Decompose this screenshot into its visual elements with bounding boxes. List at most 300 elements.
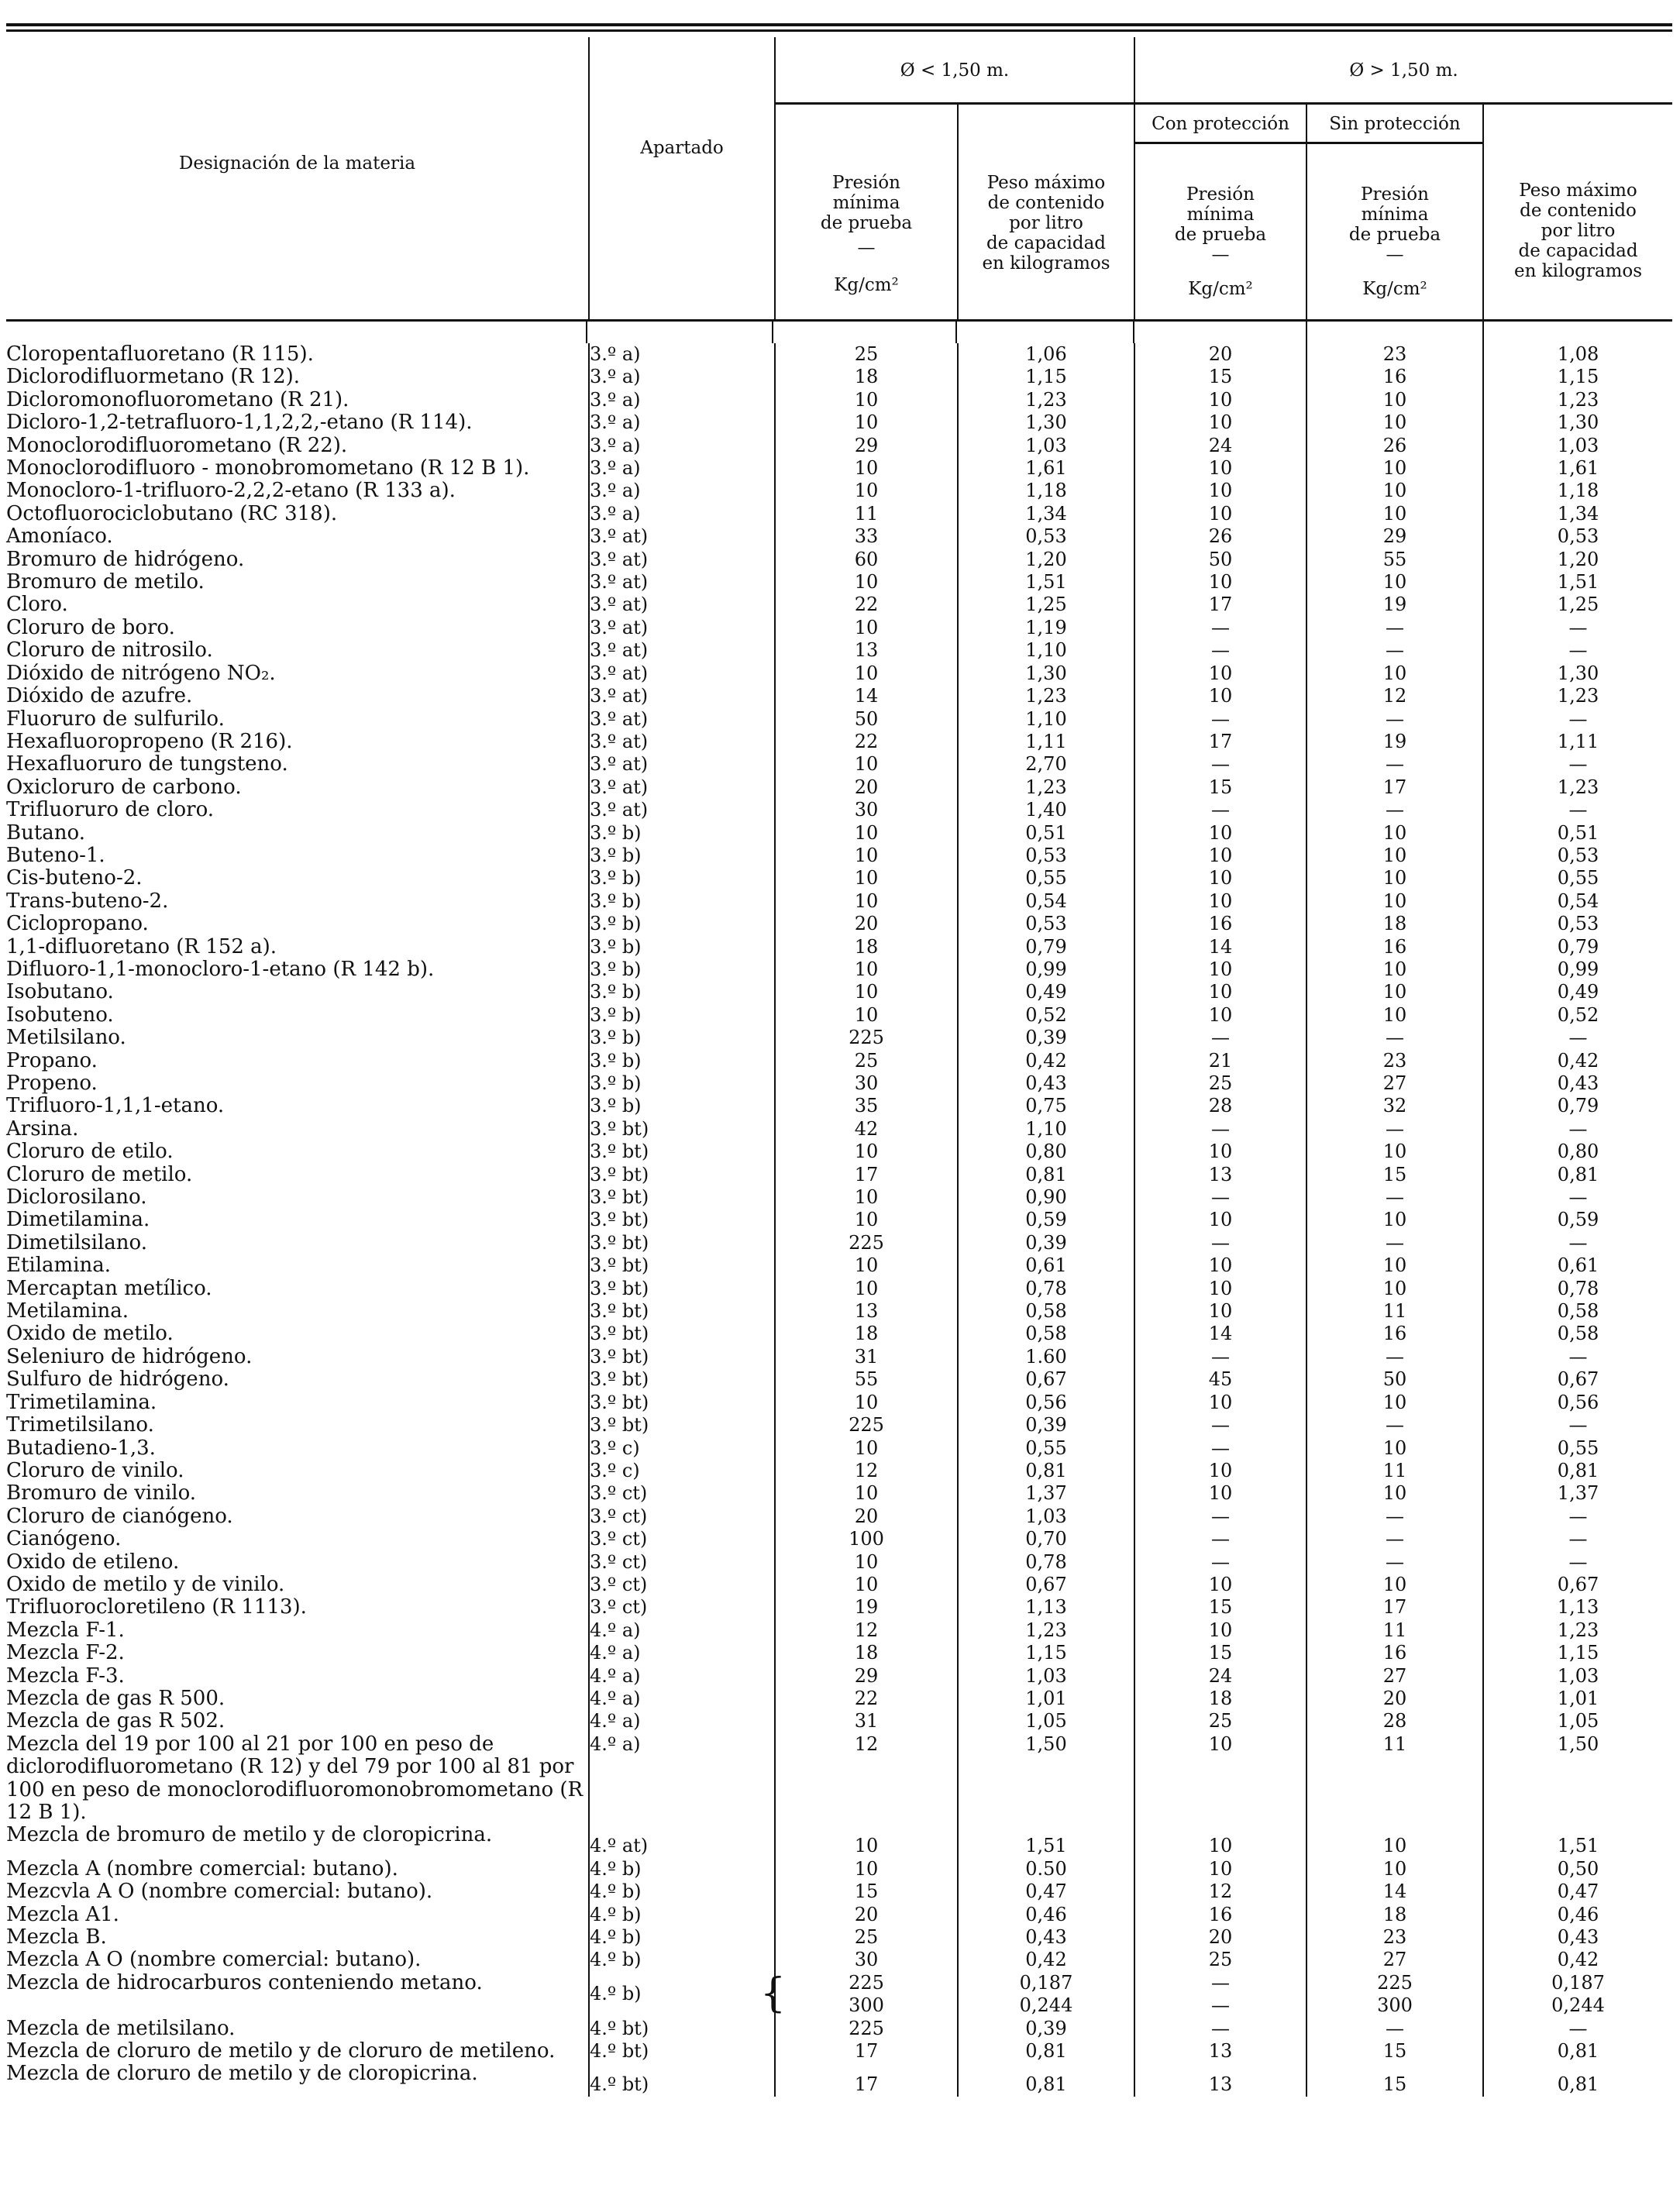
cell-p1 [775, 822, 958, 845]
cell-pc [1134, 435, 1306, 457]
table-row [6, 1528, 1672, 1550]
cell-w2 [1483, 549, 1672, 571]
cell-apartado [589, 1824, 775, 1857]
cell-name-text: Butadieno-1,3. [6, 1436, 156, 1460]
cell-name [6, 1710, 589, 1732]
cell-w2-text: 0,42 [1557, 1049, 1599, 1072]
cell-w1-text: 0,43 [1025, 1072, 1067, 1094]
cell-w1-text: 0,39 [1025, 1231, 1067, 1254]
cell-p1 [775, 1528, 958, 1550]
header-apartado-text: Apartado [640, 138, 724, 158]
cell-pc [1134, 753, 1306, 776]
cell-p1-text: 18 [854, 366, 879, 388]
cell-apartado [589, 822, 775, 845]
cell-pc-text: — [1211, 707, 1230, 730]
cell-ps-text: 10 [1382, 502, 1407, 525]
cell-w1 [958, 1528, 1134, 1550]
cell-pc [1134, 594, 1306, 616]
cell-ps-text: 10 [1382, 1209, 1407, 1231]
cell-w2 [1483, 913, 1672, 935]
cell-name-text: Amoníaco. [6, 525, 113, 549]
cell-ps-text: 32 [1382, 1095, 1407, 1117]
cell-pc [1134, 890, 1306, 913]
cell-apartado-text: 4.º b) [590, 1857, 642, 1880]
cell-w1-text: 0,61 [1025, 1254, 1067, 1277]
cell-name [6, 731, 589, 753]
cell-name [6, 708, 589, 731]
table-row [6, 958, 1672, 981]
table-row [6, 1574, 1672, 1596]
cell-pc-text: 10 [1208, 457, 1233, 480]
cell-pc [1134, 1141, 1306, 1163]
cell-w1 [958, 1186, 1134, 1209]
cell-p1 [775, 1346, 958, 1368]
cell-name-text: Buteno-1. [6, 843, 105, 867]
table-row [6, 1118, 1672, 1141]
cell-w1-text: 0,46 [1025, 1903, 1067, 1925]
cell-w1 [958, 1004, 1134, 1027]
cell-name-text: Diclorosilano. [6, 1185, 147, 1209]
cell-apartado [589, 1346, 775, 1368]
cell-w2-text: 1,61 [1557, 457, 1599, 480]
cell-ps-text: 10 [1382, 480, 1407, 502]
cell-p1-text: 22 [854, 1687, 879, 1709]
cell-pc [1134, 1596, 1306, 1619]
cell-w2 [1483, 2040, 1672, 2063]
cell-apartado-text: 3.º bt) [590, 1163, 649, 1185]
cell-name [6, 435, 589, 457]
cell-p1 [775, 1665, 958, 1688]
cell-name-text: Trans-buteno-2. [6, 889, 169, 913]
cell-w1-text: 2,70 [1025, 753, 1067, 776]
cell-pc [1134, 1278, 1306, 1300]
cell-ps [1306, 708, 1483, 731]
table-row [6, 1004, 1672, 1027]
cell-ps-text: 225 300 [1377, 1971, 1413, 2017]
cell-p1-text: 19 [854, 1596, 879, 1619]
cell-pc-text: 10 [1208, 411, 1233, 434]
cell-apartado-text: 3.º bt) [590, 1414, 649, 1437]
cell-pc-text: 10 [1208, 1300, 1233, 1323]
cell-apartado [589, 731, 775, 753]
header-presion-lt-text: Presión mínima de prueba [820, 173, 913, 233]
cell-w2 [1483, 731, 1672, 753]
cell-w1 [958, 890, 1134, 913]
cell-name-text: Dicloro-1,2-tetrafluoro-1,1,2,2,-etano (R 114). [6, 411, 473, 435]
cell-pc [1134, 708, 1306, 731]
cell-p1 [775, 1209, 958, 1231]
cell-pc-text: 16 [1208, 1903, 1233, 1925]
cell-apartado-text: 3.º bt) [590, 1117, 649, 1140]
cell-pc [1134, 1437, 1306, 1460]
cell-w2 [1483, 981, 1672, 1003]
cell-name-text: Oxicloruro de carbono. [6, 775, 242, 799]
cell-pc-text: 10 [1208, 1857, 1233, 1880]
cell-apartado-text: 3.º ct) [590, 1573, 648, 1595]
cell-p1-text: 14 [854, 685, 879, 707]
cell-ps-text: 15 [1382, 2073, 1407, 2096]
cell-pc [1134, 1027, 1306, 1049]
cell-w2-text: 0,79 [1557, 1095, 1599, 1117]
cell-name [6, 1733, 589, 1825]
cell-pc [1134, 776, 1306, 799]
cell-name-text: Cloruro de etilo. [6, 1140, 174, 1164]
cell-ps [1306, 343, 1483, 366]
cell-apartado-text: 3.º a) [590, 480, 641, 502]
cell-ps [1306, 731, 1483, 753]
cell-w1-text: 1,10 [1025, 707, 1067, 730]
cell-w1-text: 0,78 [1025, 1277, 1067, 1299]
cell-name [6, 1460, 589, 1482]
cell-name-text: Trifluoruro de cloro. [6, 798, 215, 822]
cell-w1 [958, 1437, 1134, 1460]
cell-w1 [958, 2063, 1134, 2096]
cell-apartado-text: 3.º a) [590, 366, 641, 388]
cell-w2 [1483, 1254, 1672, 1277]
cell-pc [1134, 1323, 1306, 1345]
top-rule-2 [6, 29, 1672, 32]
cell-name-text: Monocloro-1-trifluoro-2,2,2-etano (R 133 a). [6, 479, 456, 503]
cell-apartado [589, 1209, 775, 1231]
cell-pc-text: 50 [1208, 548, 1233, 570]
cell-ps [1306, 799, 1483, 821]
header-presion-sin-text: Presión mínima de prueba [1348, 184, 1441, 245]
cell-apartado-text: 3.º b) [590, 1072, 642, 1094]
cell-w1-text: 1,01 [1025, 1687, 1067, 1709]
cell-name-text: Bromuro de vinilo. [6, 1481, 197, 1505]
cell-w1 [958, 913, 1134, 935]
cell-w1-text: 0,55 [1025, 867, 1067, 889]
cell-w1 [958, 525, 1134, 548]
cell-pc [1134, 617, 1306, 639]
cell-w2 [1483, 1392, 1672, 1414]
cell-ps [1306, 1574, 1483, 1596]
cell-apartado-text: 4.º at) [590, 1835, 649, 1857]
cell-apartado-text: 4.º a) [590, 1664, 641, 1687]
cell-name [6, 1551, 589, 1574]
cell-name-text: 1,1-difluoretano (R 152 a). [6, 934, 277, 958]
cell-w2 [1483, 1688, 1672, 1710]
cell-w2 [1483, 1642, 1672, 1664]
cell-w2-text: — [1568, 707, 1588, 730]
cell-name-text: Hexafluoropropeno (R 216). [6, 729, 293, 753]
cell-pc-text: 10 [1208, 844, 1233, 866]
cell-pc [1134, 685, 1306, 707]
cell-name-text: Cloropentafluoretano (R 115). [6, 342, 314, 366]
cell-w2-text: 0,43 [1557, 1926, 1599, 1949]
cell-w1-text: 0,42 [1025, 1049, 1067, 1072]
cell-pc [1134, 662, 1306, 685]
cell-w1-text: 1,20 [1025, 548, 1067, 570]
cell-p1 [775, 1095, 958, 1117]
cell-w1-text: 0,81 [1025, 2073, 1067, 2096]
cell-w1 [958, 867, 1134, 889]
cell-w1 [958, 776, 1134, 799]
cell-pc-text: 13 [1208, 1163, 1233, 1185]
cell-pc-text: — [1211, 1186, 1230, 1209]
cell-p1 [775, 913, 958, 935]
cell-pc-text: 10 [1208, 1459, 1233, 1481]
brace-symbol: { [760, 1970, 787, 2017]
cell-w2-text: — [1568, 1414, 1588, 1437]
cell-apartado-text: 4.º bt) [590, 2040, 649, 2063]
cell-ps-text: 16 [1382, 1642, 1407, 1664]
cell-apartado [589, 1437, 775, 1460]
table-row [6, 503, 1672, 525]
cell-ps-text: 10 [1382, 1835, 1407, 1857]
cell-apartado [589, 1482, 775, 1505]
cell-ps-text: — [1386, 1528, 1404, 1550]
cell-p1 [775, 1596, 958, 1619]
cell-w2-text: 0,47 [1557, 1880, 1599, 1903]
cell-pc [1134, 1551, 1306, 1574]
cell-ps-text: 17 [1382, 776, 1407, 798]
cell-apartado-text: 3.º a) [590, 502, 641, 525]
cell-w2 [1483, 936, 1672, 958]
cell-w2-text: 1,11 [1557, 730, 1599, 752]
cell-name-text: Dióxido de nitrógeno NO₂. [6, 661, 276, 685]
cell-w2 [1483, 1209, 1672, 1231]
cell-apartado-text: 3.º bt) [590, 1323, 649, 1345]
cell-p1 [775, 1949, 958, 1971]
cell-apartado-text: 3.º at) [590, 730, 649, 752]
cell-w2 [1483, 1926, 1672, 1949]
cell-w1 [958, 594, 1134, 616]
cell-ps-text: 26 [1382, 434, 1407, 456]
cell-w2 [1483, 1232, 1672, 1254]
cell-w1-text: 0,53 [1025, 913, 1067, 935]
cell-w1 [958, 958, 1134, 981]
cell-w1-text: 1,23 [1025, 1619, 1067, 1641]
cell-apartado-text: 3.º bt) [590, 1345, 649, 1368]
cell-p1-text: 22 [854, 594, 879, 616]
cell-w1 [958, 1619, 1134, 1642]
table-row [6, 1232, 1672, 1254]
cell-p1-text: 100 [849, 1528, 884, 1550]
cell-name [6, 1072, 589, 1095]
cell-ps [1306, 753, 1483, 776]
header-designacion-text: Designación de la materia [178, 153, 416, 174]
cell-pc-text: 10 [1208, 571, 1233, 594]
cell-pc-text: 10 [1208, 480, 1233, 502]
cell-w2 [1483, 2018, 1672, 2040]
cell-p1-text: 42 [854, 1117, 879, 1140]
cell-apartado-text: 3.º a) [590, 411, 641, 434]
cell-ps-text: — [1386, 1186, 1404, 1209]
cell-w1 [958, 1050, 1134, 1072]
cell-p1-text: 30 [854, 799, 879, 821]
cell-p1-text: 17 [854, 1163, 879, 1185]
cell-apartado-text: 4.º b) [590, 1949, 642, 1971]
cell-p1 [775, 639, 958, 662]
cell-w1-text: 1,10 [1025, 1117, 1067, 1140]
cell-w1 [958, 1574, 1134, 1596]
cell-ps-text: 10 [1382, 1277, 1407, 1299]
cell-name-text: Trifluoro-1,1,1-etano. [6, 1094, 225, 1118]
cell-p1-text: 18 [854, 935, 879, 958]
cell-p1 [775, 411, 958, 434]
cell-pc [1134, 1880, 1306, 1903]
cell-apartado [589, 958, 775, 981]
cell-w1 [958, 1414, 1134, 1437]
cell-w2 [1483, 1528, 1672, 1550]
cell-apartado [589, 435, 775, 457]
cell-p1 [775, 1278, 958, 1300]
cell-pc [1134, 2018, 1306, 2040]
cell-p1-text: 29 [854, 434, 879, 456]
cell-w1-text: 0,49 [1025, 981, 1067, 1003]
cell-p1-text: 20 [854, 776, 879, 798]
cell-ps [1306, 890, 1483, 913]
cell-name [6, 594, 589, 616]
header-apartado [589, 37, 775, 321]
cell-p1 [775, 1392, 958, 1414]
cell-p1 [775, 1300, 958, 1323]
cell-w2 [1483, 1596, 1672, 1619]
table-row [6, 1733, 1672, 1825]
cell-name-text: Propeno. [6, 1072, 98, 1095]
cell-apartado [589, 525, 775, 548]
cell-apartado [589, 662, 775, 685]
cell-apartado [589, 1095, 775, 1117]
cell-name-text: Mezcla F-2. [6, 1641, 125, 1665]
cell-p1 [775, 1824, 958, 1857]
cell-p1-text: 30 [854, 1949, 879, 1971]
cell-apartado [589, 594, 775, 616]
cell-name-text: Cloruro de metilo. [6, 1162, 193, 1186]
cell-p1 [775, 1482, 958, 1505]
cell-name-text: Mezcla F-1. [6, 1618, 125, 1642]
cell-pc [1134, 867, 1306, 889]
cell-apartado-text: 4.º a) [590, 1619, 641, 1641]
cell-name-text: Mezcla de metilsilano. [6, 2016, 236, 2040]
cell-w1 [958, 936, 1134, 958]
cell-name-text: Mezcla A1. [6, 1902, 119, 1926]
cell-pc-text: 24 [1208, 434, 1233, 456]
cell-p1-text: 10 [854, 457, 879, 480]
cell-name-text: Bromuro de hidrógeno. [6, 547, 245, 571]
cell-p1-text: 25 [854, 1049, 879, 1072]
cell-w1-text: 1,15 [1025, 1642, 1067, 1664]
cell-name [6, 457, 589, 480]
cell-w1-text: 1,37 [1025, 1482, 1067, 1505]
cell-apartado-text: 3.º at) [590, 616, 649, 638]
cell-pc-text: 45 [1208, 1368, 1233, 1391]
cell-apartado-text: 3.º b) [590, 1003, 642, 1026]
table-row [6, 617, 1672, 639]
cell-p1-text: 10 [854, 1254, 879, 1277]
cell-w1-text: 1,51 [1025, 1835, 1067, 1857]
cell-w2-text: 0,81 [1557, 1459, 1599, 1481]
cell-w2-text: 0,81 [1557, 2040, 1599, 2063]
table-row [6, 1596, 1672, 1619]
cell-ps-text: 15 [1382, 1163, 1407, 1185]
cell-pc-text: 13 [1208, 2073, 1233, 2096]
cell-name-text: Ciclopropano. [6, 912, 149, 936]
cell-ps [1306, 1186, 1483, 1209]
cell-ps [1306, 1665, 1483, 1688]
cell-w2-text: — [1568, 1550, 1588, 1573]
cell-w2-text: 0,67 [1557, 1368, 1599, 1391]
cell-apartado [589, 480, 775, 502]
cell-pc-text: 20 [1208, 343, 1233, 365]
cell-w1 [958, 1209, 1134, 1231]
cell-pc-text: 15 [1208, 776, 1233, 798]
cell-w2-text: 0,67 [1557, 1573, 1599, 1595]
cell-name [6, 1528, 589, 1550]
cell-p1 [775, 1164, 958, 1186]
cell-w1 [958, 503, 1134, 525]
cell-w2-text: 1,51 [1557, 571, 1599, 594]
cell-w1 [958, 1904, 1134, 1926]
cell-w1 [958, 1880, 1134, 1903]
cell-p1-text: 22 [854, 730, 879, 752]
cell-w2 [1483, 594, 1672, 616]
cell-w2 [1483, 958, 1672, 981]
cell-ps [1306, 1050, 1483, 1072]
cell-pc [1134, 343, 1306, 366]
gas-table [6, 37, 1672, 2097]
cell-apartado [589, 1186, 775, 1209]
cell-pc [1134, 639, 1306, 662]
cell-name [6, 1209, 589, 1231]
cell-p1-text: 10 [854, 1573, 879, 1595]
cell-ps-text: 28 [1382, 1710, 1407, 1732]
cell-apartado [589, 1004, 775, 1027]
cell-name [6, 1164, 589, 1186]
cell-w1-text: 1.60 [1025, 1345, 1067, 1368]
cell-ps [1306, 457, 1483, 480]
cell-p1 [775, 2018, 958, 2040]
cell-pc [1134, 1619, 1306, 1642]
cell-w2-text: 1,34 [1557, 502, 1599, 525]
cell-w1 [958, 1164, 1134, 1186]
cell-ps-text: 23 [1382, 343, 1407, 365]
cell-name [6, 1323, 589, 1345]
cell-pc-text: 13 [1208, 2040, 1233, 2063]
cell-pc [1134, 1904, 1306, 1926]
cell-name-text: Trimetilamina. [6, 1390, 157, 1414]
cell-ps-text: — [1386, 616, 1404, 638]
cell-apartado-text: 4.º b) [590, 1903, 642, 1925]
cell-ps-text: 11 [1382, 1732, 1407, 1755]
cell-ps [1306, 549, 1483, 571]
cell-w2-text: — [1568, 1528, 1588, 1550]
cell-p1-text: 10 [854, 388, 879, 411]
cell-pc [1134, 2063, 1306, 2096]
cell-w2 [1483, 1949, 1672, 1971]
cell-name [6, 366, 589, 388]
cell-name-text: Cloruro de cianógeno. [6, 1504, 233, 1528]
cell-name-text: Arsina. [6, 1117, 79, 1141]
cell-pc-text: — — [1211, 1971, 1230, 2017]
cell-name-text: Oxido de metilo. [6, 1322, 174, 1346]
cell-p1-text: 10 [854, 480, 879, 502]
cell-name [6, 1346, 589, 1368]
cell-p1-text: 55 [854, 1368, 879, 1391]
cell-pc-text: 10 [1208, 867, 1233, 889]
cell-apartado-text: 4.º b) [590, 1982, 642, 2004]
cell-w2 [1483, 639, 1672, 662]
cell-name [6, 1368, 589, 1391]
cell-pc [1134, 549, 1306, 571]
cell-p1 [775, 617, 958, 639]
cell-name-text: Mercaptan metílico. [6, 1276, 212, 1300]
cell-w2 [1483, 1346, 1672, 1368]
cell-p1-text: 33 [854, 525, 879, 548]
cell-w2 [1483, 1004, 1672, 1027]
cell-ps [1306, 1346, 1483, 1368]
